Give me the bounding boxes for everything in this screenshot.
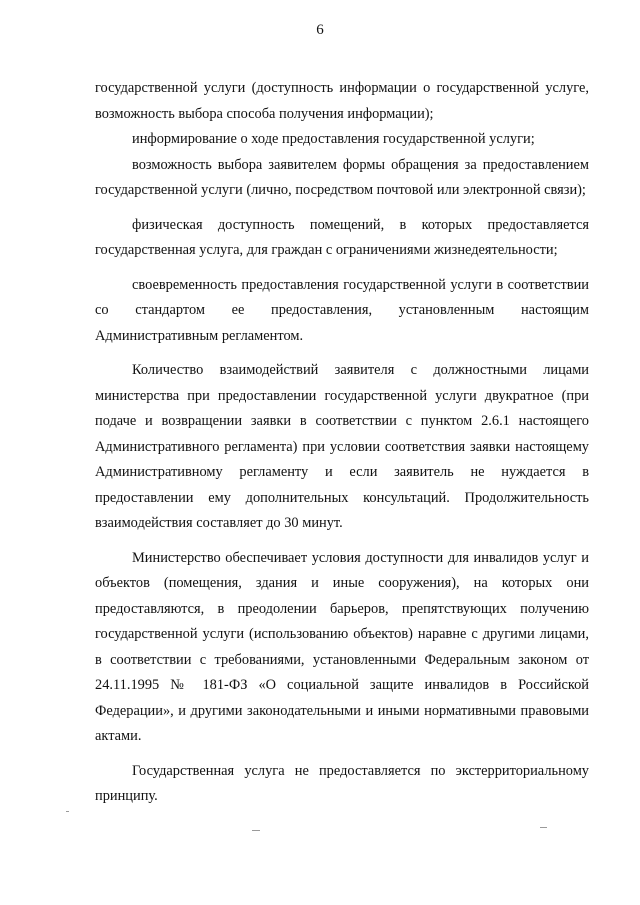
- paragraph-extraterritorial: Государственная услуга не предоставляется по экстерриториальному принципу.: [95, 762, 589, 804]
- paragraph-progress-info: информирование о ходе предоставления государственной услуги;: [132, 131, 535, 147]
- paragraph-disability-access: Министерство обеспечивает условия доступности для инвалидов услуг и объектов (помещения, здания и иные сооружения), на которых они предоставляются, в преодолении барьеров, препятствующих получению государственной услуги (использованию объектов) наравне с другими лицами, в соответствии с требованиями, установленными Федеральным законом от 24.11.1995 № 181-ФЗ «О социальной защите инвалидов в Российской Федерации», и другими законодательными и иными нормативными правовыми актами.: [95, 549, 589, 744]
- paragraph-interactions: Количество взаимодействий заявителя с должностными лицами министерства при предоставлении государственной услуги двукратное (при подаче и возвращении заявки в соответствии с пунктом 2.6.1 настоящего Административного регламента) при условии соответствия заявки настоящему Административному регламенту и если заявитель не нуждается в предоставлении ему дополнительных консультаций. Продолжительность взаимодействия составляет до 30 минут.: [95, 362, 589, 531]
- scan-speck: [66, 811, 69, 812]
- paragraph-physical-access: физическая доступность помещений, в которых предоставляется государственная услуга, для граждан с ограничениями жизнедеятельности;: [95, 216, 589, 258]
- paragraph-request-form: возможность выбора заявителем формы обращения за предоставлением государственной услуги (лично, посредством почтовой или электронной связи);: [95, 156, 589, 198]
- scan-speck: [540, 827, 547, 828]
- paragraph-timeliness: своевременность предоставления государственной услуги в соответствии со стандартом ее предоставления, установленным настоящим Административным регламентом.: [95, 276, 589, 344]
- page-number: 6: [316, 22, 324, 38]
- paragraph-continuation: государственной услуги (доступность информации о государственной услуге, возможность выбора способа получения информации);: [95, 80, 589, 122]
- document-body: [95, 76, 589, 810]
- scan-speck: [252, 830, 260, 831]
